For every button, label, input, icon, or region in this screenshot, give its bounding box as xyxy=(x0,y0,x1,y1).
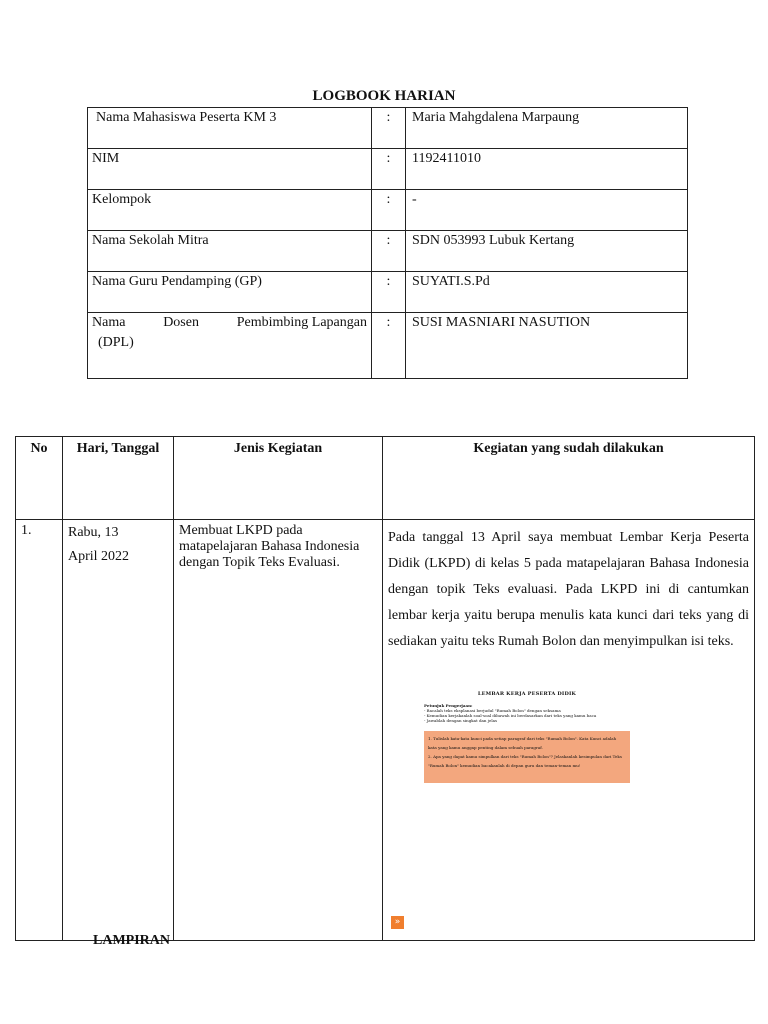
info-label: Kelompok xyxy=(88,190,372,231)
info-value: Maria Mahgdalena Marpaung xyxy=(406,108,688,149)
log-no: 1. xyxy=(16,520,63,941)
worksheet-question: 1. Tulislah kata-kata kunci pada setiap paragraf dari teks "Rumah Bolon". Kata Kunci adalah kata yang kamu anggap penting dalam sebuah paragraf. xyxy=(428,736,617,750)
header-activity: Jenis Kegiatan xyxy=(174,437,383,520)
info-separator: : xyxy=(372,231,406,272)
info-row xyxy=(88,231,688,272)
instruction-text: Bacalah teks eksplanasi berjudul "Rumah Bolon" dengan seksama xyxy=(426,708,561,713)
log-activity-text: Membuat LKPD pada matapelajaran Bahasa Indonesia dengan Topik Teks Evaluasi. xyxy=(179,523,360,570)
info-row xyxy=(88,313,688,379)
info-separator: : xyxy=(372,272,406,313)
info-row xyxy=(88,108,688,149)
info-value: - xyxy=(406,190,688,231)
info-label: NIM xyxy=(88,149,372,190)
info-value: SUYATI.S.Pd xyxy=(406,272,688,313)
log-row xyxy=(16,520,755,941)
document-title: LOGBOOK HARIAN xyxy=(312,88,456,104)
info-separator: : xyxy=(372,108,406,149)
info-value: SUSI MASNIARI NASUTION xyxy=(406,313,688,379)
header-done: Kegiatan yang sudah dilakukan xyxy=(383,437,755,520)
worksheet-instruction: - Jawablah dengan singkat dan jelas xyxy=(424,718,498,723)
log-day xyxy=(63,520,174,941)
info-label: Nama Mahasiswa Peserta KM 3 xyxy=(88,108,372,149)
worksheet-instructions xyxy=(424,703,630,723)
dpl-word: Dosen xyxy=(163,315,199,330)
worksheet-instruction: - Kemudian kerjakanlah soal-soal dibawah ini berdasarkan dari teks yang kamu baca xyxy=(424,713,597,718)
log-activity xyxy=(174,520,383,941)
info-value: SDN 053993 Lubuk Kertang xyxy=(406,231,688,272)
info-label-dpl xyxy=(88,313,372,379)
lampiran-heading: LAMPIRAN xyxy=(93,933,170,948)
info-row xyxy=(88,149,688,190)
log-done-text: Pada tanggal 13 April saya membuat Lembar Kerja Peserta Didik (LKPD) di kelas 5 pada matapelajaran Bahasa Indonesia dengan topik Teks evaluasi. Pada LKPD ini di cantumkan lembar kerja yaitu berupa menulis kata kunci dari teks yang di sediakan yaitu teks Rumah Bolon dan menyimpulkan isi teks. xyxy=(388,530,749,649)
worksheet-title: LEMBAR KERJA PESERTA DIDIK xyxy=(477,691,577,697)
dpl-word: Nama xyxy=(92,315,126,330)
info-separator: : xyxy=(372,190,406,231)
log-day-line: April 2022 xyxy=(68,549,130,564)
expand-arrow-button[interactable]: » xyxy=(391,916,404,929)
header-day: Hari, Tanggal xyxy=(63,437,174,520)
instruction-text: Jawablah dengan singkat dan jelas xyxy=(426,718,498,723)
dpl-label-sub: (DPL) xyxy=(98,335,134,350)
dpl-label-line xyxy=(92,315,367,331)
worksheet-questions xyxy=(424,731,630,783)
instruction-text: Kemudian kerjakanlah soal-soal dibawah ini berdasarkan dari teks yang kamu baca xyxy=(426,713,597,718)
info-separator: : xyxy=(372,313,406,379)
worksheet-instructions-head: Petunjuk Pengerjaan: xyxy=(424,703,473,708)
info-label: Nama Sekolah Mitra xyxy=(88,231,372,272)
info-row xyxy=(88,272,688,313)
info-separator: : xyxy=(372,149,406,190)
identity-table xyxy=(87,107,688,379)
info-value: 1192411010 xyxy=(406,149,688,190)
log-header-row xyxy=(16,437,755,520)
info-row xyxy=(88,190,688,231)
worksheet-question: 2. Apa yang dapat kamu simpulkan dari teks "Rumah Bolon"? Jelaskanlah kesimpulan dari Teks "Rumah Bolon" kemudian bacakanlah di depan guru dan teman-teman mu! xyxy=(428,754,622,768)
header-no: No xyxy=(16,437,63,520)
info-label: Nama Guru Pendamping (GP) xyxy=(88,272,372,313)
log-day-line: Rabu, 13 xyxy=(68,525,119,540)
worksheet-instruction: - Bacalah teks eksplanasi berjudul "Rumah Bolon" dengan seksama xyxy=(424,708,561,713)
log-done xyxy=(383,520,755,941)
activity-log-table xyxy=(15,436,755,941)
worksheet-thumbnail xyxy=(424,691,630,783)
dpl-word: Pembimbing Lapangan xyxy=(236,315,367,330)
